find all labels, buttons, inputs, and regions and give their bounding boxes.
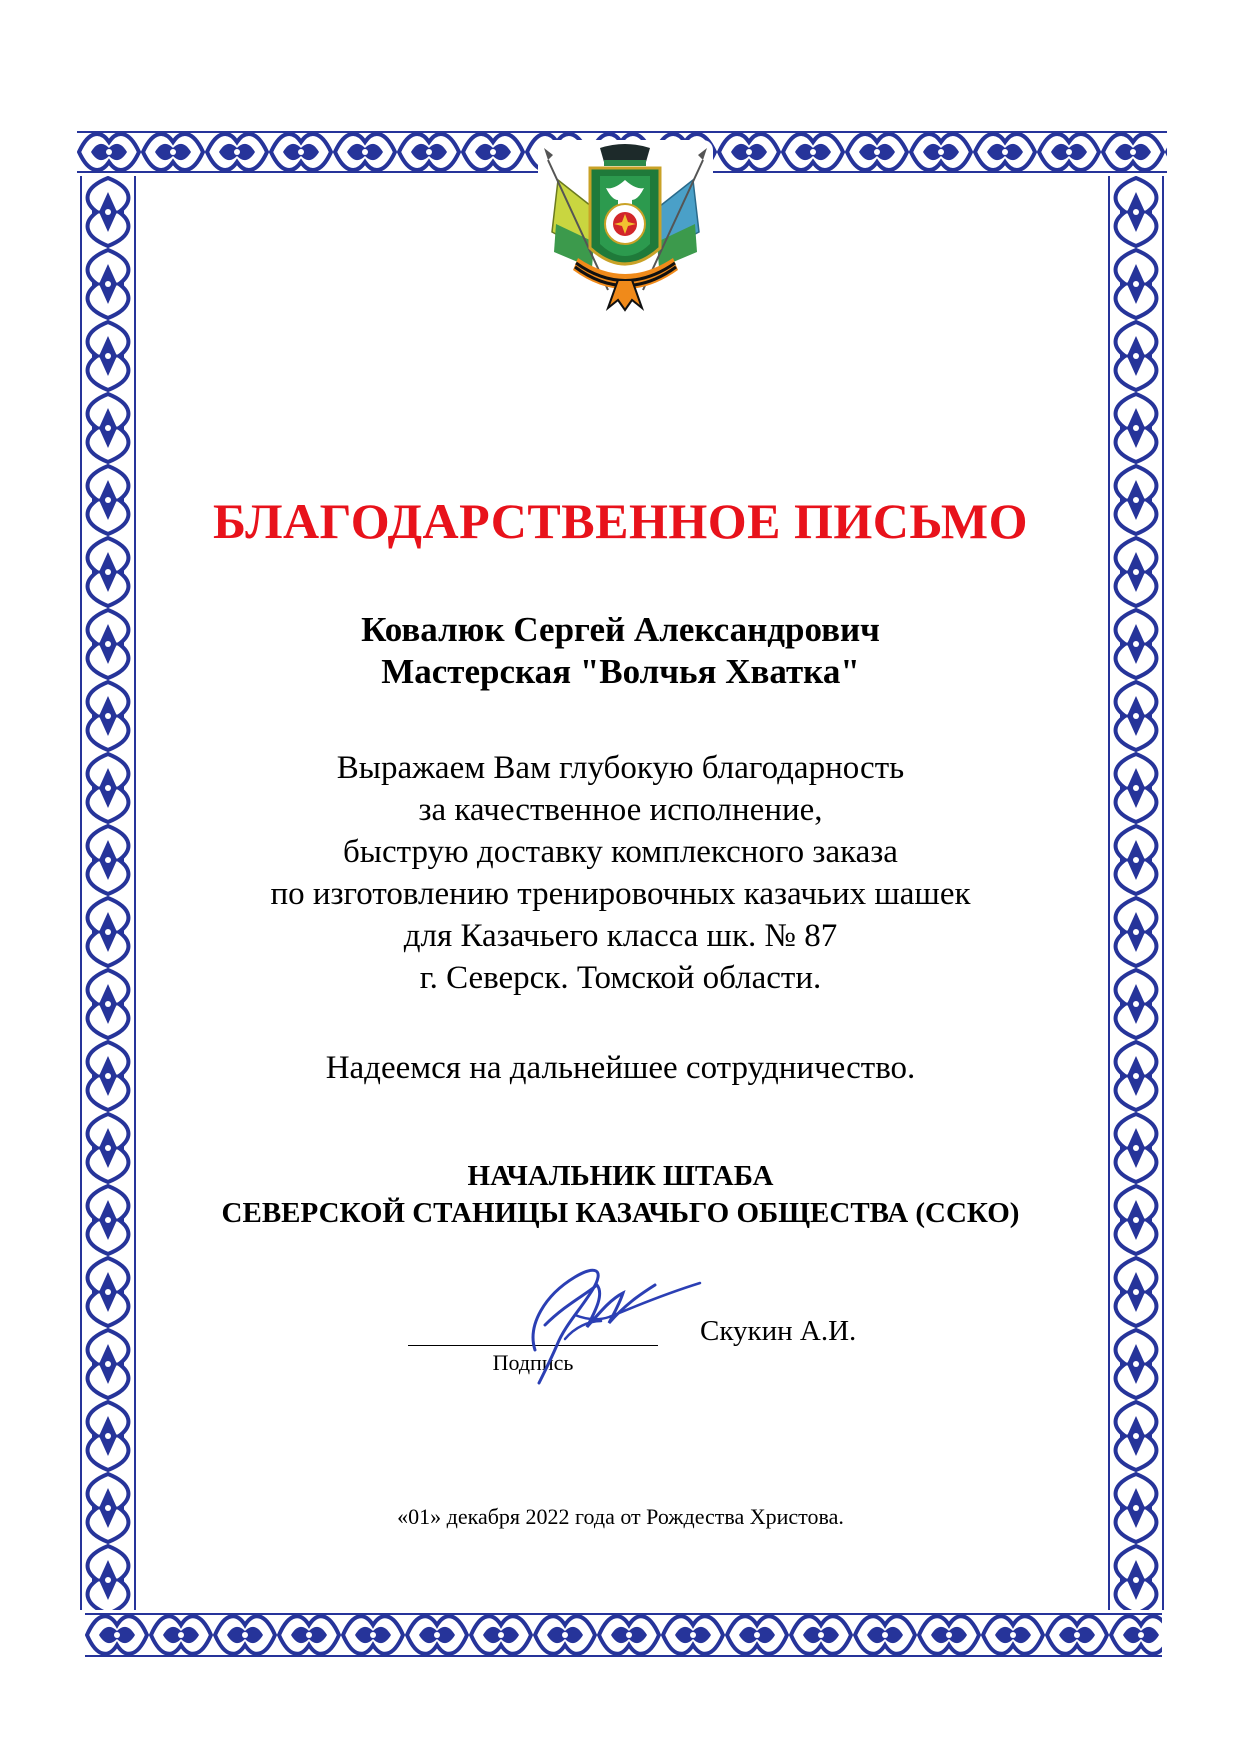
body-line: г. Северск. Томской области. [419,960,822,996]
cossack-emblem-icon [538,140,713,312]
closing-line: Надеемся на дальнейшее сотрудничество. [325,1050,916,1086]
recipient-name: Ковалюк Сергей Александрович [361,610,880,649]
body-line: для Казачьего класса шк. № 87 [403,918,838,954]
letter-title: БЛАГОДАРСТВЕННОЕ ПИСЬМО [212,493,1028,549]
ornament-bottom-border [85,1610,1162,1660]
recipient-organization: Мастерская "Волчья Хватка" [381,652,860,691]
signer-organization: СЕВЕРСКОЙ СТАНИЦЫ КАЗАЧЬГО ОБЩЕСТВА (ССКО) [221,1197,1020,1229]
handwritten-signature-icon [505,1255,705,1390]
body-line: Выражаем Вам глубокую благодарность [336,750,905,786]
signer-position: НАЧАЛЬНИК ШТАБА [467,1160,774,1192]
signer-name: Скукин А.И. [700,1315,857,1347]
body-line: быструю доставку комплексного заказа [343,834,898,870]
signature-caption: Подпись [492,1350,574,1375]
date-line: «01» декабря 2022 года от Рождества Христова. [397,1504,844,1529]
body-line: по изготовлению тренировочных казачьих шашек [270,876,971,912]
body-line: за качественное исполнение, [418,792,823,828]
